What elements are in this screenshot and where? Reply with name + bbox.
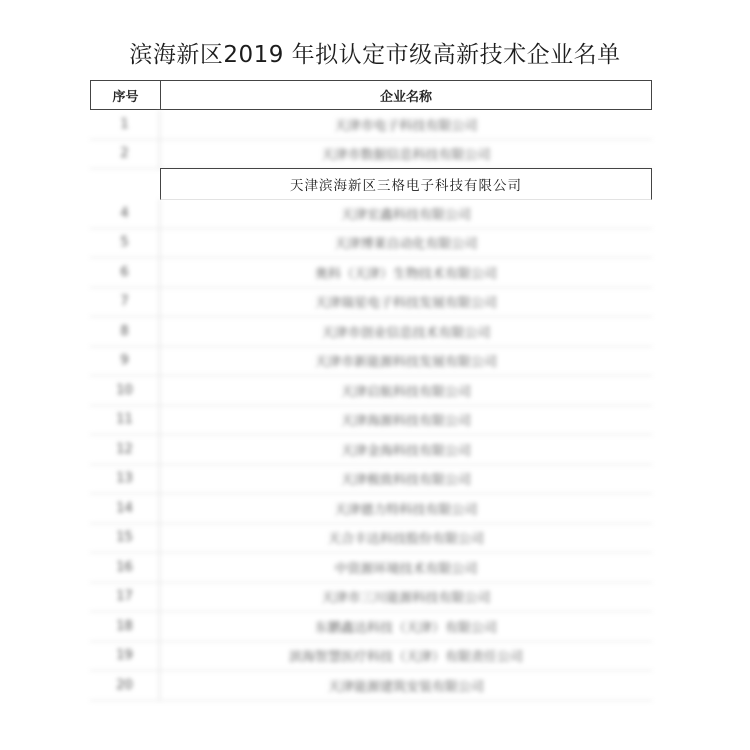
row-company-name: 奥科（天津）生物技术有限公司 <box>314 266 497 282</box>
row-company-name: 天津市创业信息技术有限公司 <box>321 325 491 341</box>
highlighted-row <box>160 168 652 200</box>
row-company-name: 天津市三川能源科技有限公司 <box>321 591 491 607</box>
row-index: 18 <box>90 612 160 641</box>
row-company-name: 天津市数据信息科技有限公司 <box>321 148 491 164</box>
row-index: 19 <box>90 642 160 671</box>
row-company-name: 天津极致科技有限公司 <box>340 473 471 489</box>
row-index: 1 <box>90 110 160 139</box>
table-row <box>90 376 652 406</box>
row-index: 11 <box>90 406 160 435</box>
row-company-name: 天津博莱自动化有限公司 <box>334 237 478 253</box>
table-header <box>90 80 652 110</box>
table-row <box>90 317 652 347</box>
row-company-name: 滨海智慧医疗科技（天津）有限责任公司 <box>288 650 523 666</box>
row-index: 14 <box>90 494 160 523</box>
table-row <box>90 347 652 377</box>
table-row <box>90 671 652 701</box>
row-index: 7 <box>90 288 160 317</box>
row-index: 8 <box>90 317 160 346</box>
row-index: 12 <box>90 435 160 464</box>
table-row <box>90 110 652 140</box>
row-company-name: 中资源环境技术有限公司 <box>334 561 478 577</box>
row-company-name: 东鹏鑫达科技（天津）有限公司 <box>314 620 497 636</box>
row-index: 6 <box>90 258 160 287</box>
table-row <box>90 406 652 436</box>
table-row <box>90 494 652 524</box>
row-index: 9 <box>90 347 160 376</box>
table-body <box>90 110 652 701</box>
company-table <box>90 80 652 701</box>
table-row <box>90 229 652 259</box>
header-index: 序号 <box>91 81 161 109</box>
table-row <box>90 288 652 318</box>
row-company-name: 天津能源建筑安装有限公司 <box>327 679 484 695</box>
row-company-name: 天津海源科技有限公司 <box>340 414 471 430</box>
page-title: 滨海新区2019 年拟认定市级高新技术企业名单 <box>129 42 621 68</box>
table-row <box>90 258 652 288</box>
row-company-name: 天津宏鑫科技有限公司 <box>340 207 471 223</box>
table-row <box>90 465 652 495</box>
row-company-name: 天津市电子科技有限公司 <box>334 118 478 134</box>
table-row <box>90 553 652 583</box>
table-row <box>90 524 652 554</box>
row-index: 4 <box>90 199 160 228</box>
row-company-name: 天津金海科技有限公司 <box>340 443 471 459</box>
row-company-name: 天津启航科技有限公司 <box>340 384 471 400</box>
row-company-name: 天津德力特科技有限公司 <box>334 502 478 518</box>
row-index: 5 <box>90 229 160 258</box>
table-row <box>90 612 652 642</box>
highlighted-company-name: 天津滨海新区三格电子科技有限公司 <box>290 178 522 194</box>
table-row <box>90 140 652 170</box>
row-index: 2 <box>90 140 160 169</box>
row-company-name: 天合丰达科技股份有限公司 <box>327 532 484 548</box>
row-company-name: 天津市新能源科技发展有限公司 <box>314 355 497 371</box>
header-company-name: 企业名称 <box>379 89 432 105</box>
table-row <box>90 583 652 613</box>
row-index: 10 <box>90 376 160 405</box>
row-index: 17 <box>90 583 160 612</box>
row-company-name: 天津瑞星电子科技发展有限公司 <box>314 296 497 312</box>
row-index: 15 <box>90 524 160 553</box>
row-index: 13 <box>90 465 160 494</box>
row-index: 16 <box>90 553 160 582</box>
row-index: 20 <box>90 671 160 700</box>
table-row <box>90 435 652 465</box>
table-row <box>90 199 652 229</box>
table-row <box>90 642 652 672</box>
